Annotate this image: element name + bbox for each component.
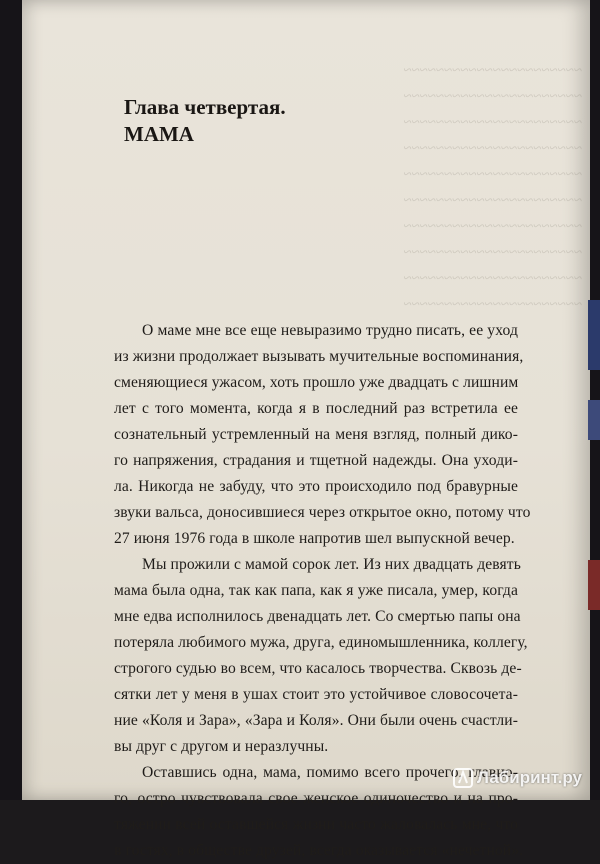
text-line: потеряла любимого мужа, друга, единомышленника, коллегу,	[114, 634, 528, 651]
background-strip	[588, 300, 600, 370]
chapter-title: МАМА	[124, 122, 194, 146]
watermark-text: Лабиринт.ру	[476, 768, 582, 787]
text-line: Оставшись одна, мама, помимо всего прочего, главно-	[142, 764, 518, 781]
text-line: строгого судью во всем, что касалось творчества. Сквозь де-	[114, 660, 522, 677]
text-line: О маме мне все еще невыразимо трудно писать, ее уход	[142, 322, 518, 339]
text-line: ла. Никогда не забуду, что это происходило под бравурные	[114, 478, 518, 495]
text-line: мне едва исполнилось двенадцать лет. Со смертью папы она	[114, 608, 521, 625]
text-line: сознательный устремленный на меня взгляд, полный дико-	[114, 426, 518, 443]
text-line: Мы прожили с мамой сорок лет. Из них двадцать девять	[142, 556, 521, 573]
book-page	[22, 0, 590, 859]
background-strip	[588, 560, 600, 610]
chapter-heading	[124, 94, 286, 148]
labirint-logo-icon	[453, 768, 473, 788]
text-line: го, остро чувствовала свое женское одиночество и на про-	[114, 790, 518, 807]
text-line: го напряжения, страдания и тщетной надежды. Она уходи-	[114, 452, 518, 469]
text-line: лет с того момента, когда я в последний раз встретила ее	[114, 400, 518, 417]
text-line: вы друг с другом и неразлучны.	[114, 738, 329, 755]
text-line: тяжении всей оставшейся жизни часто жаловалась мне, что	[114, 816, 518, 833]
text-line: сятки лет у меня в ушах стоит это устойчивое словосочета-	[114, 686, 518, 703]
text-line: ние «Коля и Зара», «Зара и Коля». Они были очень счастли-	[114, 712, 518, 729]
text-line: звуки вальса, доносившиеся через открытое окно, потому что	[114, 504, 531, 521]
text-line: в гостях, в обществе друзей, всегда оказывается «нечетной».	[114, 842, 524, 859]
watermark	[453, 768, 582, 788]
text-line: 27 июня 1976 года в школе напротив шел выпускной вечер.	[114, 530, 515, 547]
text-line: сменяющиеся ужасом, хоть прошло уже двадцать с лишним	[114, 374, 519, 391]
show-through-text: ~~~~~~~~~~~~~~~~~~~~~~ ~~~~~~~~~~~~~~~~~~~~~~ ~~~~~~~~~~~~~~~~~~~~~~ ~~~~~~~~~~~~~~~~~~~~~~ ~~~~~~~~~~~~~~~~~~~~~~ ~~~~~~~~~~~~~~~~~~~~~~ ~~~~~~~~~~~~~~~~~~~~~~ ~~~~~~~~~~~~~~~~~~~~~~ ~~~~~~~~~~~~~~~~~~~~~~ ~~~~~~~~~~~~~~~~~~~~~~	[403, 63, 582, 313]
chapter-number: Глава четвертая.	[124, 95, 286, 119]
text-line: из жизни продолжает вызывать мучительные воспоминания,	[114, 348, 524, 365]
background-strip	[588, 400, 600, 440]
text-line: мама была одна, так как папа, как я уже писала, умер, когда	[114, 582, 518, 599]
